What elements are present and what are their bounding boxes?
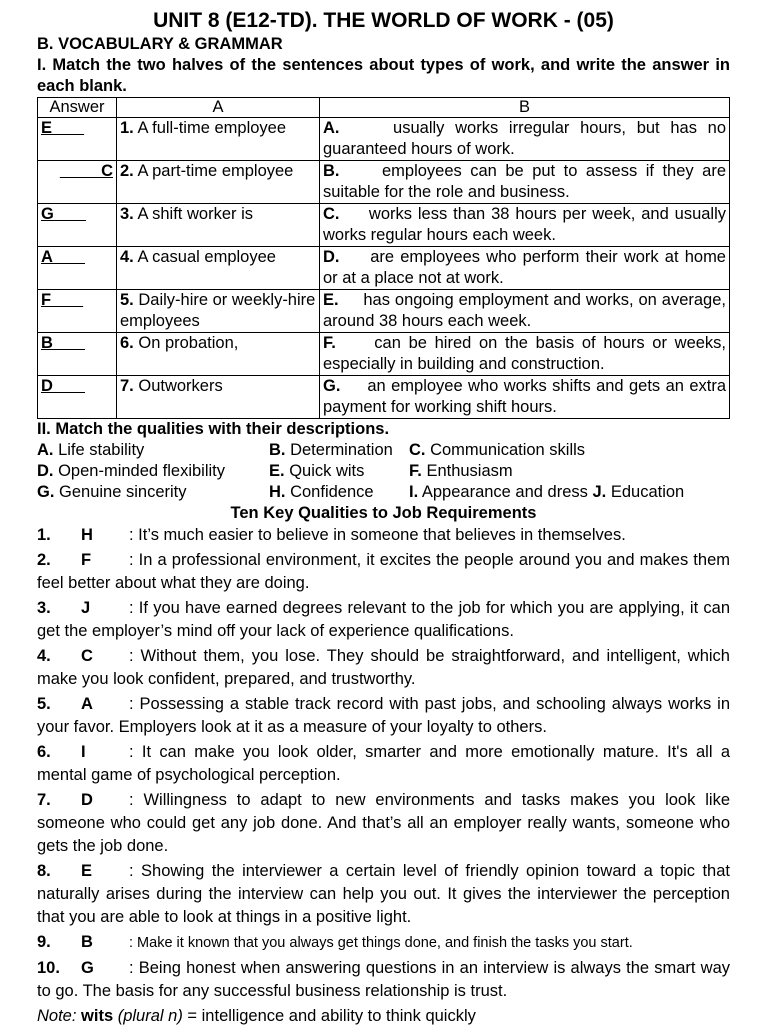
quality-item <box>269 461 409 482</box>
b-letter: G. <box>323 377 341 395</box>
a-text: A full-time employee <box>137 119 287 137</box>
a-text: A part-time employee <box>137 162 294 180</box>
quality-text: Communication skills <box>430 441 586 459</box>
matching-table <box>37 97 730 419</box>
column-b-cell <box>320 204 730 247</box>
list-item <box>37 957 730 1003</box>
table-row <box>38 161 730 204</box>
a-number: 6. <box>120 334 134 352</box>
b-text: employees can be put to assess if they are suitable for the role and business. <box>323 162 726 201</box>
header-a: A <box>117 98 320 118</box>
item-text: : Possessing a stable track record with past jobs, and schooling always works in your favor. Employers look at it as a measure of your loyalty to others. <box>37 695 730 736</box>
item-answer[interactable]: D <box>81 791 93 809</box>
list-item <box>37 549 730 595</box>
quality-item <box>269 440 409 461</box>
quality-letter: H. <box>269 483 286 501</box>
part2-instruction: II. Match the qualities with their descriptions. <box>37 420 390 438</box>
column-b-cell <box>320 290 730 333</box>
item-number: 7. <box>37 791 51 809</box>
column-a-cell <box>117 290 320 333</box>
qualities-subtitle: Ten Key Qualities to Job Requirements <box>230 504 537 522</box>
answer-blank[interactable]: B <box>41 334 86 352</box>
answer-blank[interactable]: E <box>41 119 85 137</box>
quality-text: Enthusiasm <box>426 462 513 480</box>
quality-item <box>409 461 730 482</box>
b-text: are employees who perform their work at home or at a place not at work. <box>323 248 726 287</box>
a-number: 5. <box>120 291 134 309</box>
section-heading: B. VOCABULARY & GRAMMAR <box>37 35 283 53</box>
answer-blank[interactable]: G <box>41 205 86 223</box>
quality-letter: D. <box>37 462 54 480</box>
quality-letter: J. <box>592 483 607 501</box>
item-answer[interactable]: A <box>81 695 93 713</box>
answer-cell <box>38 247 117 290</box>
item-text: : It’s much easier to believe in someone that believes in themselves. <box>129 526 626 544</box>
quality-letter: G. <box>37 483 55 501</box>
column-a-cell <box>117 118 320 161</box>
item-text: : If you have earned degrees relevant to the job for which you are applying, it can get the employer’s mind off your lack of experience qualifications. <box>37 599 730 640</box>
column-b-cell <box>320 333 730 376</box>
quality-item <box>37 440 269 461</box>
table-body <box>38 118 730 419</box>
item-number: 3. <box>37 599 51 617</box>
b-letter: A. <box>323 119 340 137</box>
column-a-cell <box>117 204 320 247</box>
list-item <box>37 597 730 643</box>
quality-letter: B. <box>269 441 286 459</box>
item-text: : Willingness to adapt to new environments and tasks makes you look like someone who could get any job done. And that’s all an employer really wants, someone who gets the job done. <box>37 791 730 855</box>
column-a-cell <box>117 161 320 204</box>
list-item <box>37 524 730 547</box>
item-text: : In a professional environment, it excites the people around you and makes them feel better about what they are doing. <box>37 551 730 592</box>
quality-item <box>37 461 269 482</box>
answer-cell <box>38 376 117 419</box>
item-text: : It can make you look older, smarter and more emotionally mature. It's all a mental game of psychological perception. <box>37 743 730 784</box>
item-number: 8. <box>37 862 51 880</box>
item-number: 1. <box>37 526 51 544</box>
note-pos: (plural n) <box>117 1007 183 1025</box>
quality-item <box>269 482 409 503</box>
table-row <box>38 290 730 333</box>
list-item <box>37 741 730 787</box>
list-item <box>37 931 730 955</box>
a-text: Outworkers <box>138 377 223 395</box>
note-label: Note: <box>37 1007 77 1025</box>
table-row <box>38 333 730 376</box>
answer-cell <box>38 161 117 204</box>
a-text: Daily-hire or weekly-hire employees <box>120 291 316 330</box>
column-b-cell <box>320 247 730 290</box>
quality-text: Open-minded flexibility <box>58 462 226 480</box>
quality-text: Quick wits <box>289 462 365 480</box>
item-answer[interactable]: B <box>81 933 93 951</box>
b-letter: B. <box>323 162 340 180</box>
b-letter: D. <box>323 248 340 266</box>
item-answer[interactable]: C <box>81 647 93 665</box>
answer-cell <box>38 118 117 161</box>
quality-letter: I. <box>409 483 419 501</box>
b-text: has ongoing employment and works, on average, around 38 hours each week. <box>323 291 726 330</box>
quality-letter: F. <box>409 462 422 480</box>
answer-cell <box>38 290 117 333</box>
list-item <box>37 860 730 929</box>
column-b-cell <box>320 376 730 419</box>
item-text: : Being honest when answering questions in an interview is always the smart way to go. The basis for any successful business relationship is trust. <box>37 959 730 1000</box>
description-list <box>37 524 730 1003</box>
answer-blank[interactable]: A <box>41 248 86 266</box>
column-a-cell <box>117 247 320 290</box>
quality-letter: C. <box>409 441 426 459</box>
a-text: On probation, <box>138 334 239 352</box>
column-b-cell <box>320 118 730 161</box>
b-letter: F. <box>323 334 336 352</box>
header-b: B <box>320 98 730 118</box>
quality-text: Confidence <box>290 483 374 501</box>
item-answer[interactable]: J <box>81 599 91 617</box>
a-number: 4. <box>120 248 134 266</box>
note-word: wits <box>81 1007 114 1025</box>
answer-blank[interactable]: F <box>41 291 84 309</box>
item-answer[interactable]: H <box>81 526 93 544</box>
part1-instruction: I. Match the two halves of the sentences about types of work, and write the answer in each blank. <box>37 56 730 95</box>
item-answer[interactable]: G <box>81 959 94 977</box>
answer-cell <box>38 333 117 376</box>
column-a-cell <box>117 333 320 376</box>
b-text: can be hired on the basis of hours or weeks, especially in building and construction. <box>323 334 727 373</box>
a-number: 2. <box>120 162 134 180</box>
quality-item <box>37 482 269 503</box>
a-number: 3. <box>120 205 134 223</box>
b-letter: C. <box>323 205 340 223</box>
table-row <box>38 247 730 290</box>
list-item <box>37 693 730 739</box>
table-row <box>38 376 730 419</box>
item-answer[interactable]: I <box>81 743 86 761</box>
a-number: 1. <box>120 119 134 137</box>
item-text: : Without them, you lose. They should be straightforward, and intelligent, which make you look confident, prepared, and trustworthy. <box>37 647 730 688</box>
item-number: 10. <box>37 959 60 977</box>
quality-item <box>409 482 730 503</box>
list-item <box>37 789 730 858</box>
header-answer: Answer <box>38 98 117 118</box>
quality-text: Genuine sincerity <box>59 483 187 501</box>
item-number: 2. <box>37 551 51 569</box>
column-b-cell <box>320 161 730 204</box>
item-number: 4. <box>37 647 51 665</box>
item-answer[interactable]: E <box>81 862 93 880</box>
b-text: an employee who works shifts and gets an extra payment for working shift hours. <box>323 377 726 416</box>
page-title: UNIT 8 (E12-TD). THE WORLD OF WORK - (05) <box>153 9 614 32</box>
quality-text: Determination <box>290 441 393 459</box>
item-text: : Make it known that you always get things done, and finish the tasks you start. <box>129 935 633 951</box>
quality-text: Education <box>610 483 685 501</box>
item-number: 9. <box>37 933 51 951</box>
vocab-note <box>37 1005 730 1028</box>
quality-text: Appearance and dress <box>421 483 588 501</box>
quality-letter: A. <box>37 441 54 459</box>
answer-cell <box>38 204 117 247</box>
item-number: 5. <box>37 695 51 713</box>
qualities-list <box>37 440 730 503</box>
answer-blank[interactable]: C <box>59 162 113 180</box>
table-row <box>38 204 730 247</box>
b-text: usually works irregular hours, but has no guaranteed hours of work. <box>323 119 727 158</box>
item-number: 6. <box>37 743 51 761</box>
answer-blank[interactable]: D <box>41 377 86 395</box>
list-item <box>37 645 730 691</box>
b-letter: E. <box>323 291 339 309</box>
note-text: = intelligence and ability to think quickly <box>187 1007 476 1025</box>
a-number: 7. <box>120 377 134 395</box>
table-row <box>38 118 730 161</box>
a-text: A shift worker is <box>137 205 253 223</box>
column-a-cell <box>117 376 320 419</box>
a-text: A casual employee <box>137 248 276 266</box>
item-answer[interactable]: F <box>81 551 92 569</box>
quality-letter: E. <box>269 462 285 480</box>
quality-item <box>409 440 730 461</box>
b-text: works less than 38 hours per week, and usually works regular hours each week. <box>323 205 727 244</box>
quality-text: Life stability <box>58 441 145 459</box>
item-text: : Showing the interviewer a certain level of friendly opinion toward a topic that naturally arises during the interview can help you out. It gives the interviewer the perception that you are able to look at things in a positive light. <box>37 862 730 926</box>
table-header-row <box>38 98 730 118</box>
